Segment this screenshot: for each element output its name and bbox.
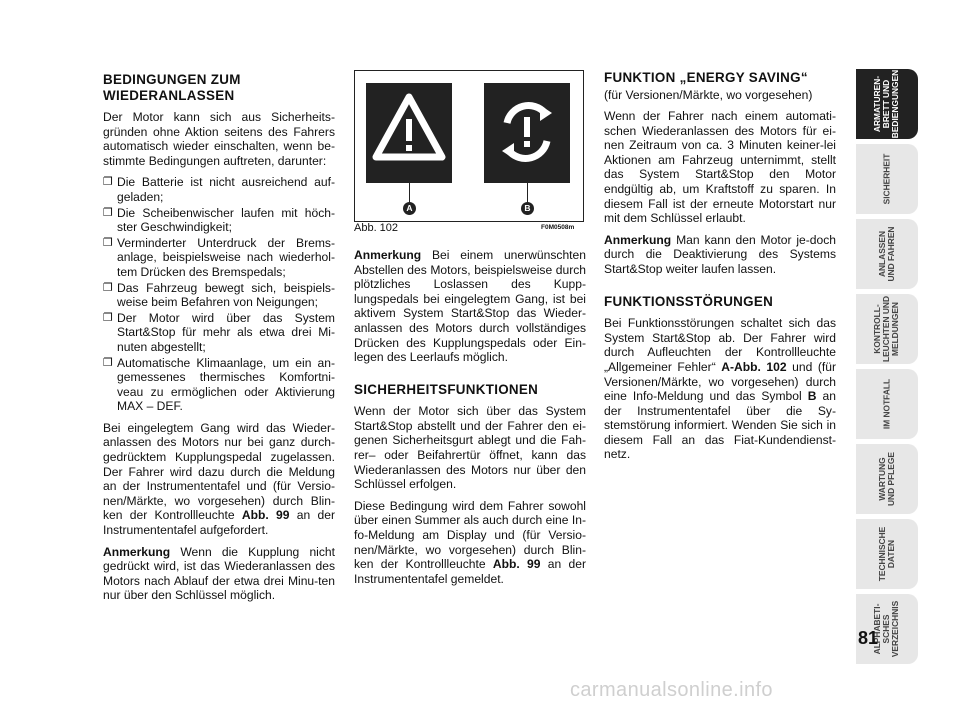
- tab-verzeichnis[interactable]: ALPHABETI- SCHES VERZEICHNIS: [856, 594, 918, 664]
- list-item: ❐ Verminderter Unterdruck der Brems-anlage, beispielsweise nach wiederhol-tem Drücken des Bremspedals;: [103, 235, 335, 279]
- note-paragraph: Anmerkung Man kann den Motor je-doch durch die Deaktivierung des Systems Start&Stop weiter laufen lassen.: [604, 232, 836, 277]
- heading-restart-conditions: BEDINGUNGEN ZUM WIEDERANLASSEN: [103, 72, 241, 103]
- note-paragraph: Anmerkung Bei einem unerwünschten Abstellen des Motors, beispielsweise durch plötzliches Loslassen des Kupp-lungspedals bei eingelegtem Gang, ist bei aktivem System Start&Stop das Wieder-anlassen des Motors durch vollständiges Drücken des Kupplungspedals oder Ein-legen des Leerlaufs möglich.: [354, 248, 586, 365]
- leader-line: [409, 183, 410, 203]
- figure-reference: Abb. 99: [241, 508, 290, 523]
- watermark: carmanualsonline.info: [570, 679, 773, 701]
- tab-armaturenbrett[interactable]: ARMATUREN- BRETT UND BEDIENGUNGEN: [856, 69, 918, 139]
- symbol-reference: B: [807, 389, 817, 404]
- figure-caption: Abb. 102: [354, 222, 399, 234]
- marker-b: B: [521, 202, 534, 215]
- figure-reference: Abb. 99: [492, 557, 541, 572]
- tab-anlassen[interactable]: ANLASSEN UND FAHREN: [856, 219, 918, 289]
- warning-light-panel: [366, 83, 452, 183]
- tab-technische-daten[interactable]: TECHNISCHE DATEN: [856, 519, 918, 589]
- checkbox-bullet-icon: ❐: [103, 176, 113, 189]
- note-label: Anmerkung: [103, 544, 171, 559]
- section-tabs: [856, 69, 918, 669]
- list-item: ❐ Das Fahrzeug bewegt sich, beispiels-weise beim Befahren von Neigungen;: [103, 280, 335, 310]
- warning-triangle-icon: [366, 83, 452, 183]
- start-stop-failure-icon: [484, 83, 570, 183]
- checkbox-bullet-icon: ❐: [103, 311, 113, 324]
- energy-saving-paragraph: Wenn der Fahrer nach einem automati-schen Wiederanlassen des Motors für ei-nen Zeitraum von ca. 3 Minuten keiner-lei Aktionen am Fahrzeug unternimmt, stellt das System Start&Stop den Motor endgültig ab, um Kraftstoff zu sparen. In diesem Fall ist der erneute Motorstart nur mit dem Schlüssel erlaubt.: [604, 109, 836, 226]
- safety-paragraph-2: Diese Bedingung wird dem Fahrer sowohl über einen Summer als auch durch eine In-fo-Meldung am Display und (für Versio-nen/Märkte, wo vorgesehen) durch Blin-ken der Kontrollleuchte Abb. 99 an der Instrumententafel gemeldet.: [354, 498, 586, 586]
- intro-paragraph: Der Motor kann sich aus Sicherheits-gründen ohne Aktion seitens des Fahrers automatisch wieder einschalten, wenn be-stimmte Bedingungen auftreten, darunter:: [103, 110, 335, 168]
- leader-line: [527, 183, 528, 203]
- figure-reference: A-Abb. 102: [721, 359, 787, 374]
- list-item: ❐ Automatische Klimaanlage, um ein an-gemessenes thermisches Komfortni-veau zu ermöglichen oder Aktivierung MAX – DEF.: [103, 355, 335, 414]
- figure-warning-symbols: [354, 70, 584, 222]
- page-number: 81: [858, 628, 879, 648]
- list-item: ❐ Die Batterie ist nicht ausreichend auf-geladen;: [103, 175, 335, 204]
- heading-safety-functions: SICHERHEITSFUNKTIONEN: [354, 381, 539, 397]
- list-item: ❐ Die Scheibenwischer laufen mit höch-ster Geschwindigkeit;: [103, 205, 335, 235]
- safety-paragraph: Wenn der Motor sich über das System Start&Stop abstellt und der Fahrer den ei-genen Sicherheitsgurt ablegt und die Fah-rer– oder Beifahrertür öffnet, kann das Wiederanlassen des Motors nur über den Schlüssel erfolgen.: [354, 404, 586, 492]
- tab-kontrollleuchten[interactable]: KONTROLL- LEUCHTEN UND MELDUNGEN: [856, 294, 918, 364]
- tab-sicherheit[interactable]: SICHERHEIT: [856, 144, 918, 214]
- gear-paragraph: Bei eingelegtem Gang wird das Wieder-anlassen des Motors nur bei ganz durch-gedrücktem Kupplungspedal zugelassen. Der Fahrer wird dazu durch die Meldung an der Instrumententafel und (für Versio-nen/Märkte, wo vorgesehen) durch Blin-ken der Kontrollleuchte Abb. 99 an der Instrumententafel aufgefordert.: [103, 420, 335, 538]
- checkbox-bullet-icon: ❐: [103, 206, 113, 219]
- note-label: Anmerkung: [604, 232, 672, 247]
- note-label: Anmerkung: [354, 248, 422, 262]
- tab-im-notfall[interactable]: IM NOTFALL: [856, 369, 918, 439]
- column-left: [103, 72, 335, 610]
- checkbox-bullet-icon: ❐: [103, 236, 113, 249]
- note-paragraph: Anmerkung Wenn die Kupplung nicht gedrückt wird, ist das Wiederanlassen des Motors nach Ablauf der etwa drei Minu-ten nur über den Schlüssel möglich.: [103, 544, 335, 603]
- heading-malfunctions: FUNKTIONSSTÖRUNGEN: [604, 293, 774, 309]
- checkbox-bullet-icon: ❐: [103, 281, 113, 294]
- malfunction-paragraph: Bei Funktionsstörungen schaltet sich das System Start&Stop ab. Der Fahrer wird durch Aufleuchten der Kontrollleuchte „Allgemeiner Fehler“ A-Abb. 102 und (für Versionen/Märkte, wo vorgesehen) durch eine Info-Meldung und das Symbol B an der Instrumententafel über die Sy-stemstörung informiert. Wenden Sie sich in diesem Fall an das Fiat-Kundendienst-netz.: [604, 316, 836, 462]
- figure-code: F0M0508m: [541, 224, 575, 231]
- marker-a: A: [403, 202, 416, 215]
- list-item: ❐ Der Motor wird über das System Start&Stop für mehr als etwa drei Mi-nuten abgestellt;: [103, 310, 335, 354]
- start-stop-failure-panel: [484, 83, 570, 183]
- heading-energy-saving: FUNKTION „ENERGY SAVING“: [604, 70, 808, 85]
- tab-wartung[interactable]: WARTUNG UND PFLEGE: [856, 444, 918, 514]
- checkbox-bullet-icon: ❐: [103, 356, 113, 369]
- column-right: [604, 70, 836, 469]
- column-middle: [354, 248, 586, 593]
- energy-saving-subtitle: (für Versionen/Märkte, wo vorgesehen): [604, 87, 813, 102]
